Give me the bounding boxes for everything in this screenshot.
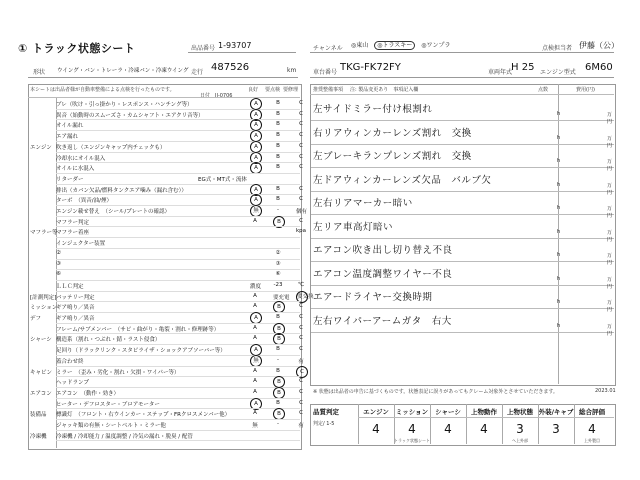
inspection-row [28, 408, 303, 419]
channel-radio-3[interactable]: ◎ [421, 42, 427, 49]
inspection-item-label: バッテリー判定 [56, 294, 95, 301]
grade-a[interactable]: A [250, 312, 262, 324]
inspection-row [28, 162, 303, 173]
inspection-item-label: ヘッドランプ [56, 380, 90, 387]
inspection-item-label: エンジン載せ替え （シール/プレートの確認） [56, 209, 170, 215]
col-header-check: 要点検 [265, 87, 281, 93]
channel-radio-1[interactable]: ◎ [351, 42, 357, 49]
inspection-category: デフ [30, 316, 42, 322]
grade-b[interactable]: B [273, 376, 285, 388]
grade-a[interactable]: A [250, 130, 262, 142]
page-title: ① トラック状態シート [18, 42, 136, 55]
inspection-row [28, 387, 303, 398]
inspector-label: 点検担当者 [542, 45, 573, 52]
inspection-note: 本シートは出品者様が自動車整備による点検を行ったものです。 [30, 87, 175, 93]
grade-a[interactable]: A [250, 194, 262, 206]
notes-header-sub: 注: 製品変更あり 事項記入欄 [350, 87, 419, 93]
inspection-item-label: 異音（始動時のスムーズさ・カムシャフト・エアクリ音等） [56, 112, 204, 119]
notes-col-cost: 費用(円) [576, 87, 595, 93]
note-unit-hours: h [557, 228, 561, 235]
exhibit-number: 1-93707 [218, 41, 252, 50]
inspection-item-label: 標識灯 （フロント・右ウインカー・ステップ・FRクロスメンバー他） [56, 412, 231, 419]
note-row [311, 309, 614, 337]
note-text: 左サイドミラー付け根割れ [313, 104, 433, 115]
grade-c[interactable]: C [299, 217, 303, 224]
inspection-row [28, 205, 308, 216]
grade-header: エンジン [363, 408, 389, 416]
grade-a[interactable]: A [250, 109, 262, 121]
grade-b[interactable]: B [276, 132, 280, 139]
inspection-item-label: エア漏れ [56, 134, 79, 141]
note-unit-yen: 万円 [607, 229, 613, 243]
grade-c[interactable]: C [299, 110, 303, 117]
inspection-category: マフラー等 [30, 230, 58, 237]
grade-header: 外装/キャブ [538, 408, 574, 416]
inspection-row [28, 216, 303, 227]
inspection-item-label: 冷却水にオイル混入 [56, 155, 106, 162]
grade-c[interactable]: 有 [298, 358, 304, 365]
grade-b[interactable]: B [273, 387, 285, 399]
inspection-item-label: ② [56, 249, 61, 256]
inspection-row [28, 269, 300, 280]
inspection-item-label: オイル漏れ [56, 123, 84, 130]
grade-c[interactable]: C [299, 196, 303, 203]
exhibit-label: 出品番号 [191, 45, 216, 52]
grade-b[interactable]: B [276, 164, 280, 171]
grade-c[interactable]: C [299, 121, 303, 128]
col-header-repair: 要修理 [283, 87, 299, 93]
inspection-row [28, 119, 303, 130]
shape-value: ウイング・バン・トレーラ・冷凍バン・冷凍ウイング [57, 68, 189, 74]
note-text: 左リア車高灯暗い [313, 221, 394, 233]
note-unit-hours: h [557, 299, 561, 305]
note-row [311, 121, 614, 149]
grade-value: 4 [588, 422, 596, 436]
grade-b[interactable]: - [277, 356, 279, 363]
grade-divider [502, 404, 503, 444]
grade-b[interactable]: ⑥ [275, 271, 281, 278]
grade-a[interactable]: A [253, 303, 257, 310]
inspection-item-label: 足回り（ドラックリンク・スタビライザ・ショックアブソーバー等） [56, 348, 226, 355]
notes-col-points: 点数 [538, 87, 549, 93]
note-unit-yen: 万円 [607, 135, 613, 149]
grade-a[interactable]: A [253, 367, 257, 374]
note-row [311, 144, 614, 172]
note-unit-hours: h [557, 275, 561, 282]
inspection-row [28, 109, 303, 120]
grade-c[interactable]: C [296, 366, 308, 378]
grade-c[interactable]: 要交換 [296, 291, 308, 303]
year-label: 車両年式 [488, 69, 513, 76]
grade-b[interactable]: B [273, 333, 285, 345]
mileage-unit: km [287, 67, 297, 74]
grade-b[interactable]: B [276, 153, 280, 160]
inspection-row [28, 280, 305, 291]
inspection-row [28, 130, 303, 141]
inspection-row [28, 398, 303, 409]
inspection-item-label: ジャッキ類の有無・シートベルト・ミラー他 [56, 423, 166, 429]
grade-b[interactable]: 要充電 [273, 294, 290, 301]
inspection-row [28, 291, 314, 302]
grade-header-divider [358, 417, 614, 418]
note-text: エアコン温度調整ワイヤー不良 [313, 268, 453, 280]
inspection-date: 日付 JI-0706 [200, 93, 233, 99]
inspector-name: 伊藤（公） [579, 41, 619, 50]
inspection-item-label: 排出（カバン欠品/燃料タンクエア噛み（漏れ含む）） [56, 187, 187, 194]
grade-a[interactable]: 無 [250, 205, 262, 217]
note-unit-yen: 万円 [607, 159, 613, 172]
inspection-item-label: 構造系（割れ・つぶれ・錆・ラスト侵食） [56, 337, 161, 344]
grade-header: 上物動作 [471, 408, 497, 416]
grade-a[interactable]: 濃度 [250, 283, 262, 290]
note-unit-hours: h [557, 111, 561, 117]
inspection-row [28, 194, 303, 205]
grade-c[interactable]: C [299, 410, 303, 417]
grade-a[interactable]: A [253, 217, 257, 224]
note-unit-yen: 万円 [607, 253, 613, 266]
note-text: 左ブレーキランプレンズ割れ 交換 [313, 151, 472, 162]
inspection-row [28, 173, 300, 184]
mileage-value: 487526 [211, 62, 250, 73]
grade-c[interactable]: C [299, 142, 303, 149]
grade-c[interactable]: ℃ [297, 281, 305, 288]
grade-c[interactable]: C [299, 185, 303, 192]
grade-b[interactable]: B [276, 314, 280, 320]
inspection-row [28, 301, 303, 312]
inspection-category: エンジン [30, 144, 52, 151]
grade-sublabel: 上外製目 [584, 438, 600, 443]
inspection-item-label: 蓋合わせ終 [56, 358, 84, 365]
grade-a[interactable]: A [250, 152, 262, 164]
note-unit-yen: 万円 [607, 276, 613, 290]
grade-b[interactable]: B [276, 110, 280, 117]
grade-a[interactable]: A [250, 184, 262, 196]
grade-divider [574, 404, 575, 444]
note-row [311, 238, 614, 266]
note-unit-hours: h [557, 181, 561, 188]
inspection-item-label: マフラー着座 [56, 230, 90, 237]
inspection-row [28, 376, 303, 387]
grade-divider [358, 404, 359, 444]
note-unit-yen: 万円 [607, 323, 613, 337]
inspection-item-label: リターダー [56, 176, 84, 183]
note-text: 右リアウィンカーレンズ割れ 交換 [313, 127, 472, 139]
grade-c[interactable]: C [299, 164, 303, 171]
grade-c[interactable]: C [299, 132, 303, 139]
grade-header: ミッション [395, 408, 429, 416]
inspection-row [28, 237, 300, 248]
inspection-item-label: ブレ（吹け・引っ掛かり・レスポンス・ハンチング等） [56, 102, 193, 108]
note-text: エアコン吹き出し切り替え不良 [313, 245, 453, 256]
col-header-good: 良好 [248, 87, 259, 93]
inspection-item-label: マフラー判定 [56, 219, 90, 226]
grade-c[interactable]: kpa [296, 228, 307, 235]
inspection-category: ミッション [30, 305, 58, 312]
engine-value: 6M60 [585, 62, 613, 73]
note-text: 左ドアウィンカーレンズ欠品 バルブ欠 [313, 174, 492, 186]
grade-value: 3 [516, 422, 524, 436]
inspection-item-label: フレーム/サブメンバー （サビ・曲がり・亀裂・割れ・修理跡等） [56, 326, 220, 333]
inspection-row [28, 248, 300, 259]
grade-b[interactable]: B [276, 346, 280, 353]
grade-b[interactable]: - [277, 207, 279, 213]
grade-value: 4 [480, 422, 488, 436]
note-row [311, 215, 614, 243]
shape-label: 形状 [33, 69, 46, 76]
note-unit-hours: h [557, 205, 561, 211]
channel-radio-2[interactable]: ◎トラスキー [374, 41, 415, 50]
grade-c[interactable]: C [299, 303, 303, 310]
grade-divider [466, 404, 467, 444]
note-row [311, 285, 614, 313]
grade-a[interactable]: A [253, 292, 257, 299]
note-text: エアードライヤー交換時期 [313, 292, 433, 303]
inspection-item-label: オイルに水混入 [56, 166, 95, 173]
grade-a[interactable]: A [250, 162, 262, 174]
retarder-type: EG式・MT式・流体 [198, 176, 247, 183]
inspection-row [28, 344, 303, 355]
grade-b[interactable]: -23 [273, 281, 283, 288]
note-unit-hours: h [557, 252, 561, 258]
grade-a[interactable]: A [253, 388, 257, 395]
inspection-category: キャビン [30, 369, 53, 376]
grade-value: 4 [372, 422, 380, 436]
grade-b[interactable]: - [277, 421, 279, 427]
inspection-row [28, 419, 304, 430]
notes-header-label: 推奨整備事項 [313, 87, 344, 93]
model-label: 車台番号 [313, 69, 338, 76]
inspection-item-label: エアコン （動作・効き） [56, 390, 119, 397]
inspection-item-label: ターボ （異音/油/煙） [56, 198, 112, 205]
mileage-label: 走行 [191, 69, 204, 76]
inspection-row [28, 226, 307, 237]
grade-value: 4 [444, 422, 452, 436]
grade-c[interactable]: C [299, 314, 303, 320]
disclaimer: ※ 状態は出品者の申告に基づくものです。状態表記に誤りがあってもクレーム対象外とさせていただきます。 [313, 389, 558, 395]
note-row [311, 191, 614, 219]
grade-a[interactable]: A [253, 410, 257, 417]
inspection-item-label: ヒーター・デフロスター・ブロアモーター [56, 401, 160, 408]
grade-a[interactable]: 無 [250, 355, 262, 367]
note-unit-yen: 万円 [607, 182, 613, 196]
grade-b[interactable]: B [276, 185, 280, 192]
note-unit-hours: h [557, 158, 561, 164]
grade-a[interactable]: A [253, 378, 257, 385]
note-row [311, 97, 614, 125]
inspection-row [28, 141, 303, 152]
model-value: TKG-FK72FY [340, 62, 401, 73]
grade-b[interactable]: B [276, 196, 280, 203]
inspection-item-label: ③ [56, 260, 61, 267]
grade-b[interactable]: B [276, 367, 280, 374]
inspection-item-label: ⑥ [56, 271, 61, 278]
inspection-row [28, 312, 303, 323]
grade-a[interactable]: A [250, 141, 262, 153]
inspection-item-label: 吹き返し（エンジンキャップ内チェックも） [56, 144, 166, 151]
grade-b[interactable]: B [273, 408, 285, 420]
grade-b[interactable]: B [273, 216, 285, 228]
year-value: H 25 [511, 62, 535, 73]
inspection-category: 装備品 [30, 412, 47, 419]
grade-c[interactable]: C [299, 153, 303, 160]
inspection-row [28, 355, 304, 366]
grade-c[interactable]: C [299, 378, 303, 385]
inspection-row [28, 333, 303, 344]
grade-c[interactable]: C [299, 335, 303, 342]
inspection-item-label: ギア鳴り／異音 [56, 305, 95, 312]
page-stamp: 2023.01 [595, 388, 616, 394]
grade-c[interactable]: 個有 [296, 209, 308, 215]
grade-b[interactable]: B [276, 100, 280, 106]
grade-c[interactable]: 有 [298, 423, 304, 429]
inspection-item-label: ミラー （歪み・劣化・割れ・欠損・ワイパー等） [56, 369, 180, 376]
note-unit-hours: h [557, 134, 561, 141]
grade-value: 4 [408, 422, 416, 436]
grade-c[interactable]: C [299, 346, 303, 353]
grade-c[interactable]: C [299, 388, 303, 395]
grade-b[interactable]: B [273, 301, 285, 313]
inspection-category: 冷凍機 [30, 433, 47, 440]
note-row [311, 262, 614, 290]
inspection-row [28, 98, 303, 109]
grade-a[interactable]: A [250, 119, 262, 131]
channel-options: ◎東山 ◎トラスキー ◎ワンプラ [351, 42, 451, 49]
inspection-row [28, 152, 303, 163]
grade-header: 上物状態 [507, 408, 533, 416]
note-text: 左右リアマーカー暗い [313, 198, 413, 209]
grade-c[interactable]: C [299, 399, 303, 406]
grade-label: 品質判定 [313, 408, 339, 416]
grade-a[interactable]: A [250, 98, 262, 110]
grade-a[interactable]: A [250, 344, 262, 356]
grade-c[interactable]: C [299, 100, 303, 106]
note-text: 左右ワイパーアームガタ 右大 [313, 315, 452, 327]
inspection-item-label: ＬＬＣ判定 [56, 283, 84, 290]
inspection-category: エアコン [30, 390, 52, 397]
grade-a[interactable]: A [253, 324, 257, 331]
grade-header: 総合評価 [579, 408, 605, 416]
grade-a[interactable]: A [253, 335, 257, 342]
grade-divider [430, 404, 431, 444]
inspection-row [28, 323, 303, 334]
grade-c[interactable]: C [299, 324, 303, 331]
row-divider [56, 440, 300, 441]
inspection-row [28, 430, 300, 441]
grade-a[interactable]: 無 [252, 423, 258, 429]
grade-b[interactable]: B [273, 323, 285, 335]
grade-divider [394, 404, 395, 444]
inspection-category: [計測判定] [30, 294, 57, 301]
engine-label: エンジン型式 [540, 69, 576, 76]
note-unit-yen: 万円 [607, 300, 613, 313]
inspection-category: シャーシ [30, 337, 52, 344]
grade-b[interactable]: B [276, 399, 280, 406]
inspection-row [28, 184, 303, 195]
grade-a[interactable]: A [250, 398, 262, 410]
inspection-item-label: ギア鳴り／異音 [56, 316, 95, 322]
note-unit-hours: h [557, 322, 561, 329]
grade-header: シャーシ [435, 408, 461, 416]
grade-value: 3 [552, 422, 560, 436]
grade-legend: 判定/ 1-5 [313, 421, 335, 427]
grade-b[interactable]: ③ [275, 260, 281, 267]
grade-b[interactable]: B [276, 121, 280, 128]
grade-sublabel: トラック状態シート [394, 438, 430, 443]
note-row [311, 168, 614, 196]
note-unit-yen: 万円 [607, 206, 613, 219]
grade-b[interactable]: B [276, 142, 280, 149]
note-unit-yen: 万円 [607, 112, 613, 125]
grade-b[interactable]: ② [275, 249, 281, 256]
inspection-item-label: 冷凍機 / 冷却能力 / 温度調整 / 冷気の漏れ・脱臭 / 配管 [56, 433, 193, 440]
inspection-row [28, 259, 300, 270]
grade-sublabel: へ上外部 [512, 438, 528, 443]
channel-label: チャンネル [313, 45, 343, 52]
inspection-row [28, 366, 304, 377]
grade-divider [538, 404, 539, 444]
inspection-item-label: インジェクター装置 [56, 241, 106, 248]
